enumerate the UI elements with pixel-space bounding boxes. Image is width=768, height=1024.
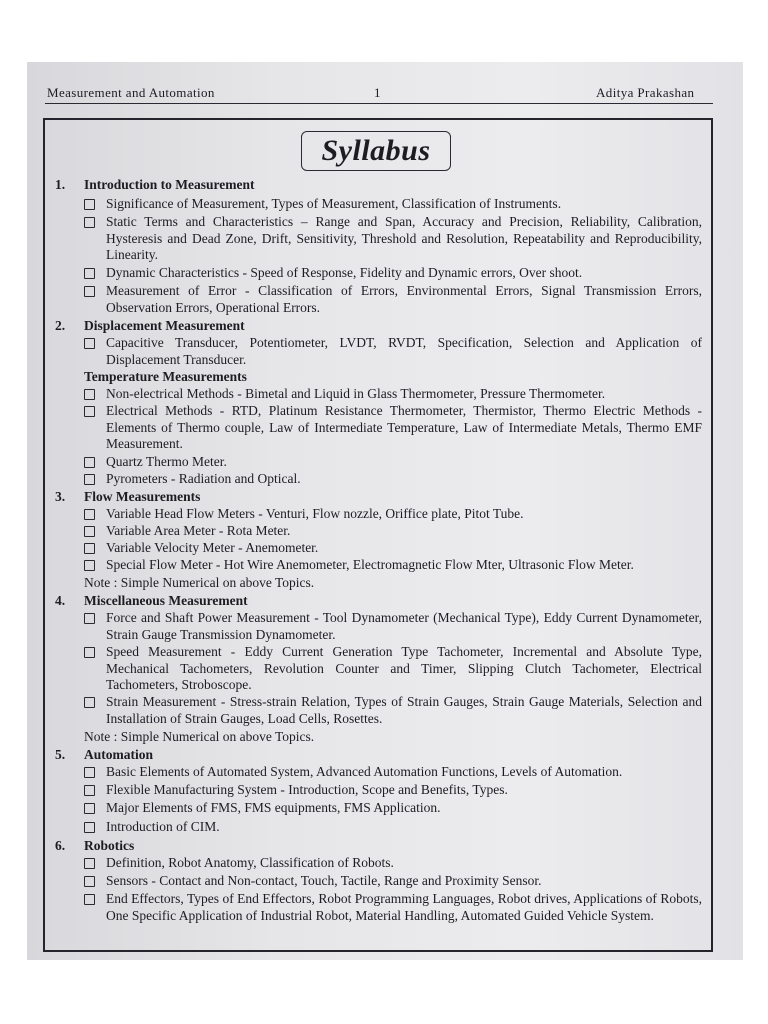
section-note: Note : Simple Numerical on above Topics. — [84, 729, 315, 744]
checkbox-bullet-icon — [84, 526, 95, 537]
section-number: 5. — [55, 747, 66, 762]
list-item-text: Non-electrical Methods - Bimetal and Liquid in Glass Thermometer, Pressure Thermometer. — [106, 386, 606, 401]
running-header-title: Measurement and Automation — [47, 85, 215, 100]
checkbox-bullet-icon — [84, 803, 95, 814]
checkbox-bullet-icon — [84, 286, 95, 297]
checkbox-bullet-icon — [84, 474, 95, 485]
list-item-text: Speed Measurement - Eddy Current Generation Type Tachometer, Incremental and Absolute Type, Mechanical Tachometers, Revolution Counter and Timer, Slipping Clutch Tachometer, Electrical Tachometers, Stroboscope. — [106, 644, 702, 692]
list-item-text: Special Flow Meter - Hot Wire Anemometer, Electromagnetic Flow Mter, Ultrasonic Flow Meter. — [106, 557, 634, 572]
list-item-text: Variable Area Meter - Rota Meter. — [106, 523, 291, 538]
checkbox-bullet-icon — [84, 199, 95, 210]
checkbox-bullet-icon — [84, 894, 95, 905]
list-item-text: Definition, Robot Anatomy, Classification of Robots. — [106, 855, 394, 870]
section-title: Introduction to Measurement — [84, 177, 255, 192]
list-item-text: Introduction of CIM. — [106, 819, 220, 834]
checkbox-bullet-icon — [84, 876, 95, 887]
checkbox-bullet-icon — [84, 697, 95, 708]
checkbox-bullet-icon — [84, 406, 95, 417]
section-number: 6. — [55, 838, 66, 853]
checkbox-bullet-icon — [84, 767, 95, 778]
list-item-text: Major Elements of FMS, FMS equipments, FMS Application. — [106, 800, 441, 815]
list-item-text: Force and Shaft Power Measurement - Tool Dynamometer (Mechanical Type), Eddy Current Dynamometer, Strain Gauge Transmission Dynamometer. — [106, 610, 702, 642]
section-number: 3. — [55, 489, 66, 504]
list-item-text: Capacitive Transducer, Potentiometer, LVDT, RVDT, Specification, Selection and Application of Displacement Transducer. — [106, 335, 702, 367]
list-item-text: Basic Elements of Automated System, Advanced Automation Functions, Levels of Automation. — [106, 764, 623, 779]
section-title: Displacement Measurement — [84, 318, 245, 333]
section-note: Note : Simple Numerical on above Topics. — [84, 575, 315, 590]
syllabus-title: Syllabus — [301, 131, 451, 171]
section-title: Robotics — [84, 838, 135, 853]
list-item-text: Strain Measurement - Stress-strain Relation, Types of Strain Gauges, Strain Gauge Materials, Selection and Installation of Strain Gauges, Load Cells, Rosettes. — [106, 694, 702, 726]
list-item-text: Significance of Measurement, Types of Measurement, Classification of Instruments. — [106, 196, 562, 211]
list-item-text: Flexible Manufacturing System - Introduction, Scope and Benefits, Types. — [106, 782, 508, 797]
page-number: 1 — [374, 85, 381, 100]
section-number: 1. — [55, 177, 66, 192]
checkbox-bullet-icon — [84, 543, 95, 554]
list-item-text: Static Terms and Characteristics – Range and Span, Accuracy and Precision, Reliability, Calibration, Hysteresis and Dead Zone, Drift, Sensitivity, Threshold and Resolution, Repeatability and Reproducibility, Linearity. — [106, 214, 702, 262]
checkbox-bullet-icon — [84, 509, 95, 520]
list-item-text: Pyrometers - Radiation and Optical. — [106, 471, 301, 486]
checkbox-bullet-icon — [84, 613, 95, 624]
checkbox-bullet-icon — [84, 268, 95, 279]
section-number: 2. — [55, 318, 66, 333]
checkbox-bullet-icon — [84, 822, 95, 833]
list-item-text: Variable Head Flow Meters - Venturi, Flow nozzle, Oriffice plate, Pitot Tube. — [106, 506, 524, 521]
list-item-text: End Effectors, Types of End Effectors, Robot Programming Languages, Robot drives, Applications of Robots, One Specific Application of Industrial Robot, Material Handling, Automated Guided Vehicle System. — [106, 891, 702, 923]
checkbox-bullet-icon — [84, 785, 95, 796]
list-item-text: Sensors - Contact and Non-contact, Touch, Tactile, Range and Proximity Sensor. — [106, 873, 542, 888]
checkbox-bullet-icon — [84, 647, 95, 658]
subsection-title: Temperature Measurements — [84, 369, 247, 384]
checkbox-bullet-icon — [84, 858, 95, 869]
list-item-text: Variable Velocity Meter - Anemometer. — [106, 540, 319, 555]
section-title: Flow Measurements — [84, 489, 201, 504]
checkbox-bullet-icon — [84, 560, 95, 571]
section-number: 4. — [55, 593, 66, 608]
list-item-text: Dynamic Characteristics - Speed of Response, Fidelity and Dynamic errors, Over shoot. — [106, 265, 583, 280]
checkbox-bullet-icon — [84, 338, 95, 349]
list-item-text: Measurement of Error - Classification of Errors, Environmental Errors, Signal Transmission Errors, Observation Errors, Operational Errors. — [106, 283, 702, 315]
section-title: Automation — [84, 747, 154, 762]
list-item-text: Electrical Methods - RTD, Platinum Resistance Thermometer, Thermistor, Thermo Electric Methods - Elements of Thermo couple, Law of Intermediate Temperature, Law of Intermediate Metals, Thermo EMF Measurement. — [106, 403, 702, 451]
checkbox-bullet-icon — [84, 457, 95, 468]
checkbox-bullet-icon — [84, 217, 95, 228]
publisher-name: Aditya Prakashan — [596, 85, 695, 100]
list-item-text: Quartz Thermo Meter. — [106, 454, 227, 469]
checkbox-bullet-icon — [84, 389, 95, 400]
section-title: Miscellaneous Measurement — [84, 593, 248, 608]
